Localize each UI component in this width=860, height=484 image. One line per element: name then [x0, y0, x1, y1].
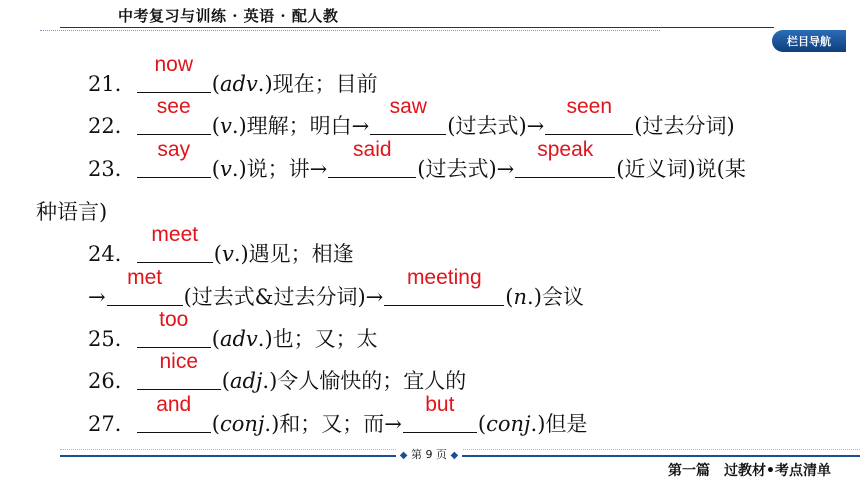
header-dotted-line: [40, 30, 660, 31]
answer-blank: [137, 350, 221, 390]
nav-button[interactable]: 栏目导航: [772, 30, 846, 52]
answer-text: and: [156, 393, 192, 416]
answer-text: seen: [566, 95, 613, 118]
answer-blank: [137, 393, 211, 433]
answer-blank: [107, 266, 183, 306]
item-number: 27．: [88, 412, 136, 436]
definition-text: (v.)理解；明白→: [211, 114, 370, 138]
item-number: 22．: [88, 114, 136, 138]
vocab-line-24: [88, 223, 354, 268]
vocab-line-22: [88, 95, 735, 140]
definition-text: (conj.)和；又；而→: [211, 412, 402, 436]
answer-blank: [137, 95, 211, 135]
answer-text: saw: [389, 95, 427, 118]
right-arrow-icon: ◆: [450, 450, 459, 461]
form-text: (过去分词): [634, 114, 735, 138]
item-number: 26．: [88, 369, 136, 393]
vocab-line-25: [88, 308, 378, 353]
chapter-label: 第一篇 过教材•考点清单: [668, 463, 831, 479]
answer-text: speak: [537, 138, 594, 161]
answer-blank: [137, 308, 211, 348]
definition-text: (conj.)但是: [477, 412, 588, 436]
page-number-text: 第 9 页: [411, 448, 447, 461]
vocab-line-23: [88, 138, 746, 183]
header-title: 中考复习与训练 · 英语 · 配人教: [118, 7, 339, 25]
answer-text: said: [353, 138, 392, 161]
definition-text: (adv.)现在；目前: [211, 72, 378, 96]
item-number: 23．: [88, 157, 136, 181]
vocab-line-21: [88, 53, 378, 98]
answer-blank: [137, 53, 211, 93]
answer-text: but: [425, 393, 455, 416]
form-text: (近义词)说(某: [616, 157, 746, 181]
answer-blank: [384, 266, 504, 306]
answer-text: met: [127, 266, 163, 289]
form-text: (过去式)→: [417, 157, 515, 181]
left-arrow-icon: ◆: [399, 450, 408, 461]
vocab-line-23-continued: 种语言): [36, 200, 108, 224]
answer-text: too: [159, 308, 189, 331]
answer-text: see: [156, 95, 191, 118]
header-divider: [60, 27, 774, 28]
arrow-text: →: [88, 285, 106, 309]
vocab-line-24-continued: [88, 266, 584, 311]
answer-text: meet: [151, 223, 199, 246]
answer-text: say: [157, 138, 191, 161]
item-number: 21．: [88, 72, 136, 96]
answer-blank: [370, 95, 446, 135]
definition-text: (adj.)令人愉快的；宜人的: [221, 369, 467, 393]
answer-blank: [403, 393, 477, 433]
answer-text: nice: [159, 350, 198, 373]
answer-blank: [137, 223, 213, 263]
page-number: [396, 446, 462, 464]
form-text: (过去式)→: [447, 114, 545, 138]
form-text: (过去式&过去分词)→: [183, 285, 384, 309]
form-text: (n.)会议: [505, 285, 584, 309]
item-number: 24．: [88, 242, 136, 266]
answer-text: meeting: [406, 266, 482, 289]
vocab-line-27: [88, 393, 588, 438]
definition-text: (adv.)也；又；太: [211, 327, 378, 351]
vocab-line-26: [88, 350, 467, 395]
definition-text: (v.)说；讲→: [211, 157, 328, 181]
definition-text: (v.)遇见；相逢: [213, 242, 354, 266]
answer-text: now: [154, 53, 193, 76]
answer-blank: [137, 138, 211, 178]
item-number: 25．: [88, 327, 136, 351]
answer-blank: [515, 138, 615, 178]
answer-blank: [545, 95, 633, 135]
answer-blank: [328, 138, 416, 178]
